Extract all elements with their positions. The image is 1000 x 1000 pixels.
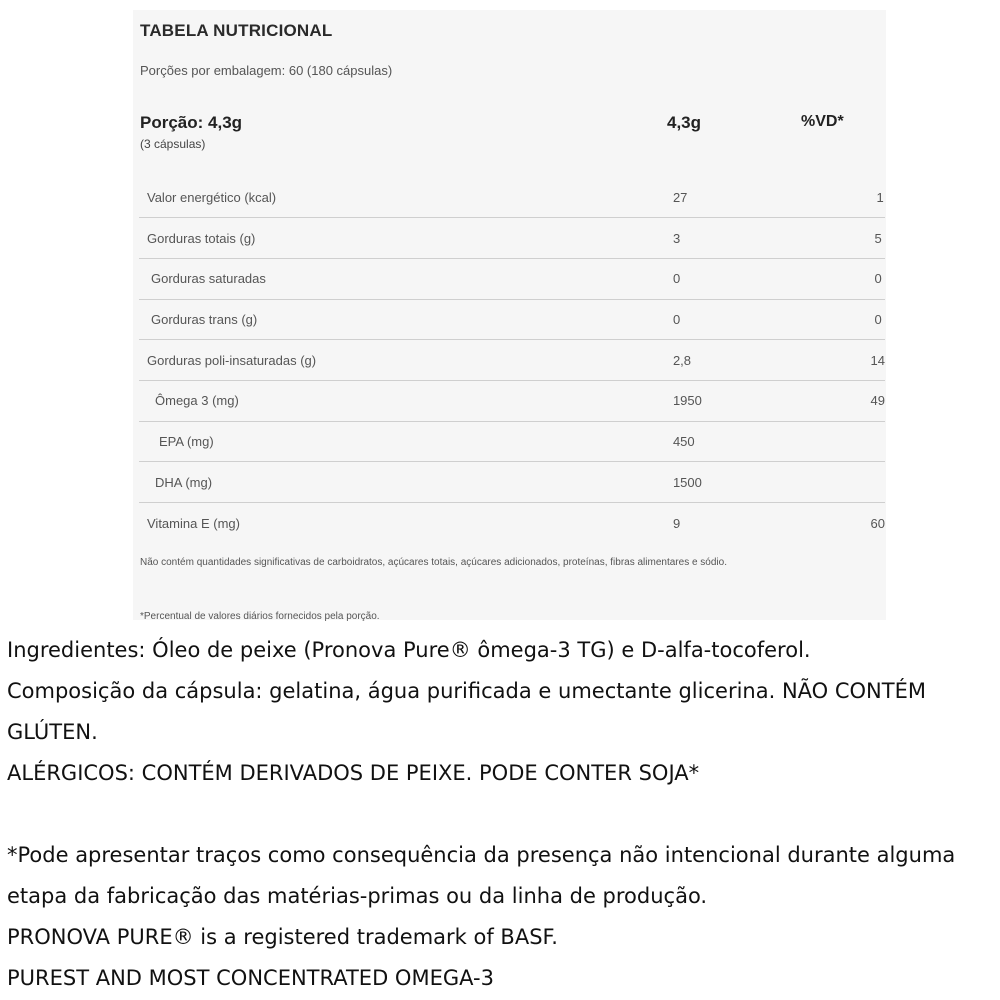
- nutrient-daily-value: 0: [874, 311, 882, 327]
- nutrition-table-title: TABELA NUTRICIONAL: [140, 21, 333, 40]
- nutrient-name: Gorduras poli-insaturadas (g): [147, 352, 317, 368]
- nutrient-amount: 2,8: [672, 352, 692, 368]
- nutrient-daily-value: [825, 421, 885, 462]
- table-row: [139, 340, 885, 381]
- daily-value-header: %VD*: [801, 113, 844, 130]
- paragraph-spacer: [7, 794, 997, 835]
- nutrient-amount: 1950: [672, 393, 702, 409]
- servings-per-package: Porções por embalagem: 60 (180 cápsulas): [140, 63, 393, 78]
- nutrient-amount: 27: [672, 189, 688, 205]
- table-row: [139, 421, 885, 462]
- portion-capsule-count: (3 cápsulas): [140, 137, 206, 151]
- table-row: [139, 299, 885, 340]
- daily-value-footnote: *Percentual de valores diários fornecidos pela porção.: [140, 611, 380, 622]
- nutrient-daily-value: 0: [874, 271, 882, 287]
- tagline-text: PUREST AND MOST CONCENTRATED OMEGA-3: [7, 966, 494, 990]
- portion-value-header: 4,3g: [667, 113, 702, 132]
- portion-label: Porção: 4,3g: [140, 113, 243, 132]
- nutrient-name: DHA (mg): [155, 474, 213, 490]
- ingredients-text: Ingredientes: Óleo de peixe (Pronova Pure® ômega-3 TG) e D-alfa-tocoferol.: [7, 638, 811, 662]
- product-description: [7, 630, 997, 999]
- table-row: [139, 177, 885, 218]
- nutrient-amount: 9: [672, 515, 681, 531]
- nutrient-amount: 3: [672, 230, 681, 246]
- capsule-composition-text: Composição da cápsula: gelatina, água purificada e umectante glicerina. NÃO CONTÉM GLÚTEN.: [7, 679, 926, 744]
- nutrient-name: Gorduras totais (g): [147, 230, 256, 246]
- nutrition-table: [139, 177, 885, 543]
- nutrient-amount: 450: [672, 433, 695, 449]
- nutrient-amount: 0: [672, 311, 681, 327]
- traces-note-text: *Pode apresentar traços como consequência da presença não intencional durante alguma etapa da fabricação das matérias-primas ou da linha de produção.: [7, 843, 956, 908]
- nutrient-daily-value: [825, 462, 885, 503]
- table-row: [139, 380, 885, 421]
- nutrient-name: Gorduras saturadas: [151, 271, 266, 287]
- nutrient-name: Gorduras trans (g): [151, 311, 258, 327]
- nutrient-daily-value: 1: [876, 189, 884, 205]
- table-row: [139, 462, 885, 503]
- nutrient-name: EPA (mg): [159, 433, 214, 449]
- table-row: [139, 503, 885, 544]
- trademark-text: PRONOVA PURE® is a registered trademark of BASF.: [7, 925, 558, 949]
- nutrient-daily-value: 14: [870, 352, 885, 368]
- allergens-text: ALÉRGICOS: CONTÉM DERIVADOS DE PEIXE. PODE CONTER SOJA*: [7, 761, 700, 785]
- nutrient-daily-value: 60: [870, 515, 885, 531]
- nutrient-daily-value: 5: [874, 230, 882, 246]
- table-row: [139, 258, 885, 299]
- nutrient-amount: 0: [672, 271, 681, 287]
- nutrient-amount: 1500: [672, 474, 702, 490]
- table-row: [139, 218, 885, 259]
- nutrient-daily-value: 49: [870, 393, 885, 409]
- nutrient-name: Ômega 3 (mg): [155, 393, 239, 409]
- nutrient-name: Valor energético (kcal): [147, 189, 277, 205]
- nutrition-facts-panel: [133, 10, 886, 620]
- not-significant-note: Não contém quantidades significativas de carboidratos, açúcares totais, açúcares adicionados, proteínas, fibras alimentares e sódio.: [140, 557, 727, 568]
- nutrient-name: Vitamina E (mg): [147, 515, 240, 531]
